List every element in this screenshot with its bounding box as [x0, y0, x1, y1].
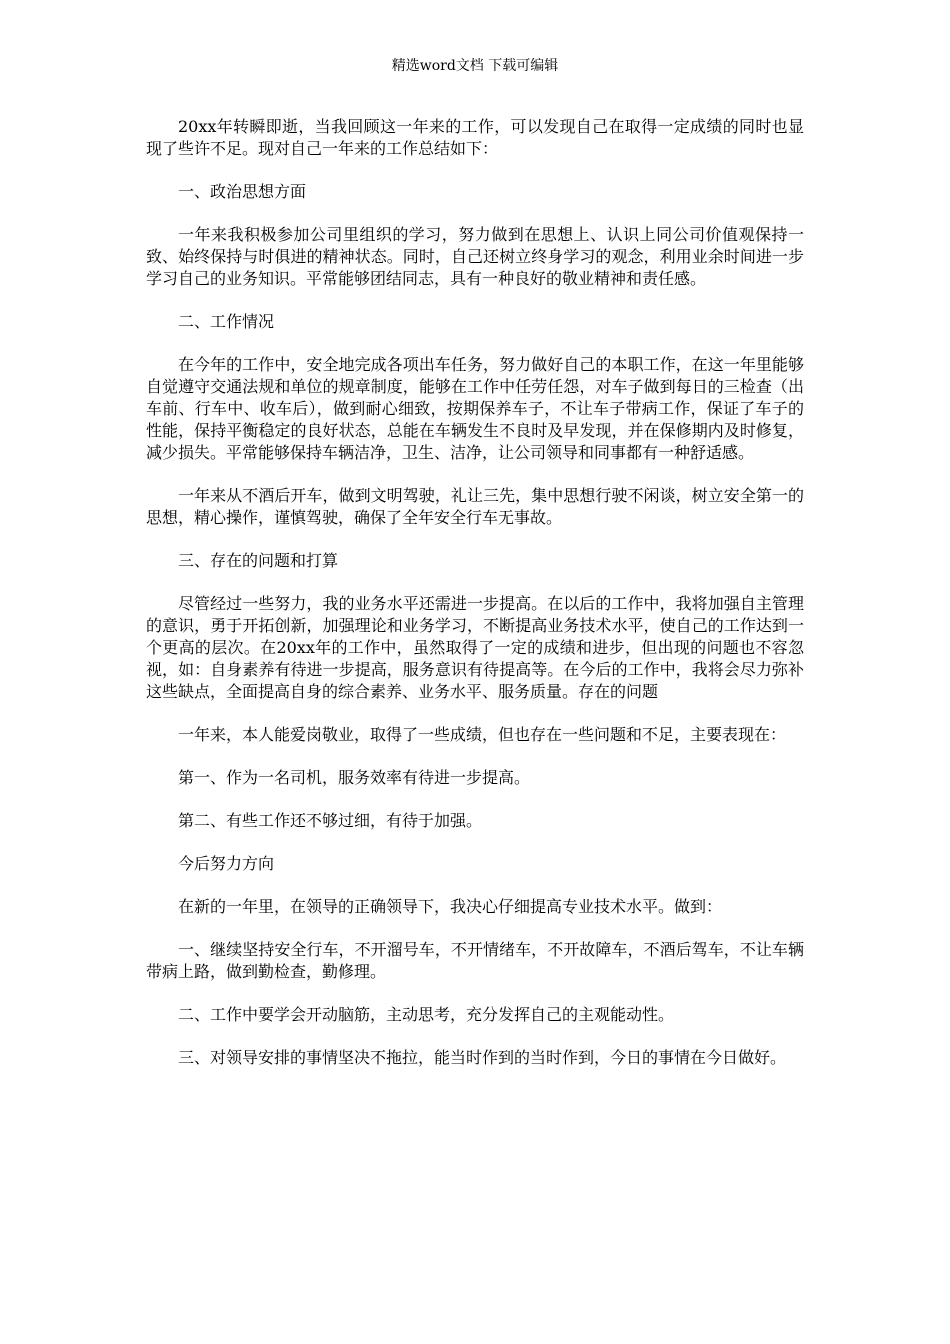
body-paragraph: 一年来我积极参加公司里组织的学习，努力做到在思想上、认识上同公司价值观保持一致、始终保持与时俱进的精神状态。同时，自己还树立终身学习的观念，利用业余时间进一步学习自己的业务知识。平常能够团结同志，具有一种良好的敬业精神和责任感。	[146, 225, 804, 288]
section-heading-direction: 今后努力方向	[178, 854, 275, 873]
body-paragraph: 尽管经过一些努力，我的业务水平还需进一步提高。在以后的工作中，我将加强自主管理的意识，勇于开拓创新，加强理论和业务学习，不断提高业务技术水平，使自己的工作达到一个更高的层次。在20xx年的工作中，虽然取得了一定的成绩和进步，但出现的问题也不容忽视，如：自身素养有待进一步提高，服务意识有待提高等。在今后的工作中，我将会尽力弥补这些缺点，全面提高自身的综合素养、业务水平、服务质量。存在的问题	[146, 594, 804, 701]
intro-paragraph: 20xx年转瞬即逝，当我回顾这一年来的工作，可以发现自己在取得一定成绩的同时也显现了些许不足。现对自己一年来的工作总结如下：	[146, 117, 804, 158]
body-paragraph: 一年来，本人能爱岗敬业，取得了一些成绩，但也存在一些问题和不足，主要表现在：	[178, 725, 787, 744]
section-heading-politics: 一、政治思想方面	[178, 182, 307, 201]
list-item: 二、工作中要学会开动脑筋，主动思考，充分发挥自己的主观能动性。	[178, 1005, 675, 1024]
body-paragraph: 在新的一年里，在领导的正确领导下，我决心仔细提高专业技术水平。做到：	[178, 897, 723, 916]
list-item: 一、继续坚持安全行车，不开溜号车，不开情绪车，不开故障车，不酒后驾车，不让车辆带病上路，做到勤检查，勤修理。	[146, 940, 804, 981]
document-body	[146, 116, 804, 1090]
document-header: 精选word文档 下载可编辑	[391, 58, 559, 74]
section-heading-problems: 三、存在的问题和打算	[178, 551, 339, 570]
list-item: 第二、有些工作还不够过细，有待于加强。	[178, 811, 483, 830]
list-item: 三、对领导安排的事情坚决不拖拉，能当时作到的当时作到，今日的事情在今日做好。	[178, 1048, 787, 1067]
list-item: 第一、作为一名司机，服务效率有待进一步提高。	[178, 768, 531, 787]
section-heading-work: 二、工作情况	[178, 312, 275, 331]
body-paragraph: 一年来从不酒后开车，做到文明驾驶，礼让三先，集中思想行驶不闲谈，树立安全第一的思想，精心操作，谨慎驾驶，确保了全年安全行车无事故。	[146, 486, 804, 527]
body-paragraph: 在今年的工作中，安全地完成各项出车任务，努力做好自己的本职工作，在这一年里能够自觉遵守交通法规和单位的规章制度，能够在工作中任劳任怨，对车子做到每日的三检查（出车前、行车中、收车后），做到耐心细致，按期保养车子，不让车子带病工作，保证了车子的性能，保持平衡稳定的良好状态，总能在车辆发生不良时及早发现，并在保修期内及时修复，减少损失。平常能够保持车辆洁净，卫生、洁净，让公司领导和同事都有一种舒适感。	[146, 355, 804, 462]
